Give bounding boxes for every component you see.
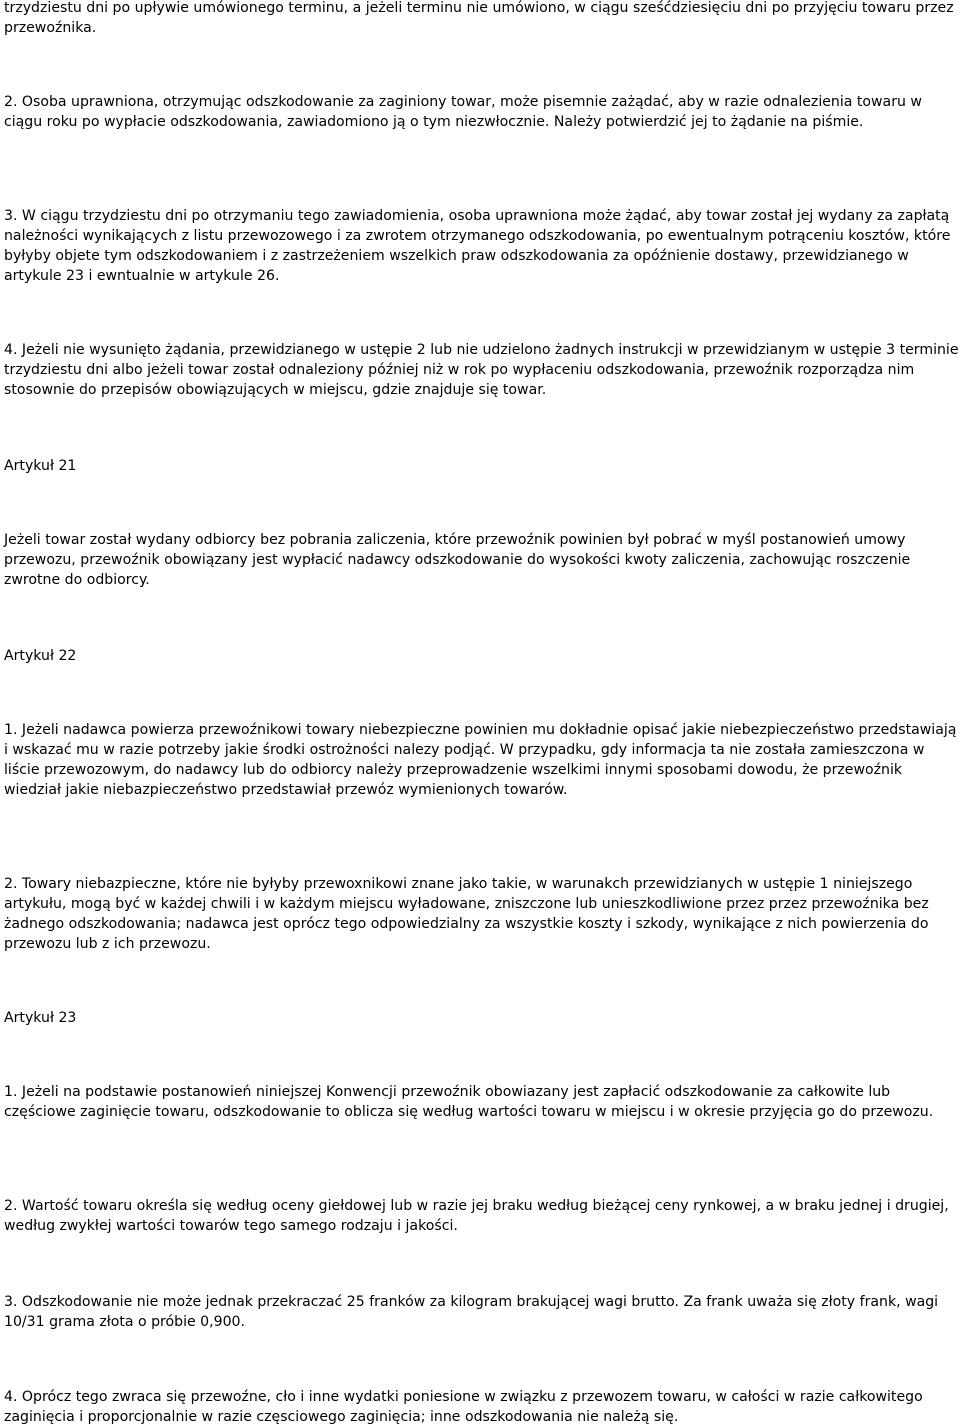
article-23-heading: Artykuł 23 bbox=[4, 1010, 77, 1026]
paragraph-art22-1: 1. Jeżeli nadawca powierza przewoźnikowi towary niebezpieczne powinien mu dokładnie opisać jakie niebezpieczeństwo przedstawiają i wskazać mu w razie potrzeby jakie środki ostrożności nalezy podjąć. W przypadku, gdy informacja ta nie została zamieszczona w liście przewozowym, do nadawcy lub do odbiorcy należy przeprowadzenie wszelkimi innymi sposobami dowodu, że przewoźnik wiedział jakie niebazpieczeństwo przedstawiał przewóz wymienionych towarów. bbox=[4, 722, 957, 798]
paragraph-art23-2: 2. Wartość towaru określa się według oceny giełdowej lub w razie jej braku według bieżącej ceny rynkowej, a w braku jednej i drugiej, według zwykłej wartości towarów tego samego rodzaju i jakości. bbox=[4, 1198, 949, 1234]
paragraph-art20-4: 4. Jeżeli nie wysunięto żądania, przewidzianego w ustępie 2 lub nie udzielono żadnych instrukcji w przewidzianym w ustępie 3 terminie trzydziestu dni albo jeżeli towar został odnaleziony później niż w rok po wypłaceniu odszkodowania, przewoźnik rozporządza nim stosownie do przepisów obowiązujących w miejscu, gdzie znajduje się towar. bbox=[4, 342, 959, 398]
paragraph-art23-3: 3. Odszkodowanie nie może jednak przekraczać 25 franków za kilogram brakującej wagi brutto. Za frank uważa się złoty frank, wagi 10/31 grama złota o próbie 0,900. bbox=[4, 1294, 939, 1330]
article-21-heading: Artykuł 21 bbox=[4, 458, 77, 474]
paragraph-art21: Jeżeli towar został wydany odbiorcy bez pobrania zaliczenia, które przewoźnik powinien był pobrać w myśl postanowień umowy przewozu, przewoźnik obowiązany jest wypłacić nadawcy odszkodowanie do wysokości kwoty zaliczenia, zachowując roszczenie zwrotne do odbiorcy. bbox=[4, 532, 911, 588]
paragraph-intro: trzydziestu dni po upływie umówionego terminu, a jeżeli terminu nie umówiono, w ciągu sześćdziesięciu dni po przyjęciu towaru przez przewoźnika. bbox=[4, 0, 954, 36]
paragraph-art22-2: 2. Towary niebazpieczne, które nie byłyby przewoxnikowi znane jako takie, w warunakch przewidzianych w ustępie 1 niniejszego artykułu, mogą być w każdej chwili i w każdym miejscu wyładowane, zniszczone lub unieszkodliwione przez przez przewoźnika bez żadnego odszkodowania; nadawca jest oprócz tego odpowiedzialny za wszystkie koszty i szkody, wynikające z nich powierzenia do przewozu lub z ich przewozu. bbox=[4, 876, 929, 952]
paragraph-art20-2: 2. Osoba uprawniona, otrzymując odszkodowanie za zaginiony towar, może pisemnie zażądać, aby w razie odnalezienia towaru w ciągu roku po wypłacie odszkodowania, zawiadomiono ją o tym niezwłocznie. Należy potwierdzić jej to żądanie na piśmie. bbox=[4, 94, 922, 130]
article-22-heading: Artykuł 22 bbox=[4, 648, 77, 664]
paragraph-art23-1: 1. Jeżeli na podstawie postanowień niniejszej Konwencji przewoźnik obowiazany jest zapłacić odszkodowanie za całkowite lub częściowe zaginięcie towaru, odszkodowanie to oblicza się według wartości towaru w miejscu i w okresie przyjęcia go do przewozu. bbox=[4, 1084, 934, 1120]
paragraph-art20-3: 3. W ciągu trzydziestu dni po otrzymaniu tego zawiadomienia, osoba uprawniona może żądać, aby towar został jej wydany za zapłatą należności wynikających z listu przewozowego i za zwrotem otrzymanego odszkodowania, po ewentualnym potrąceniu kosztów, które byłyby objete tym odszkodowaniem i z zastrzeżeniem wszelkich praw odszkodowania za opóźnienie dostawy, przewidzianego w artykule 23 i ewntualnie w artykule 26. bbox=[4, 208, 951, 284]
paragraph-art23-4: 4. Oprócz tego zwraca się przewoźne, cło i inne wydatki poniesione w związku z przewozem towaru, w całości w razie całkowitego zaginięcia i proporcjonalnie w razie częsciowego zaginięcia; inne odszkodowania nie należą się. bbox=[4, 1389, 923, 1425]
